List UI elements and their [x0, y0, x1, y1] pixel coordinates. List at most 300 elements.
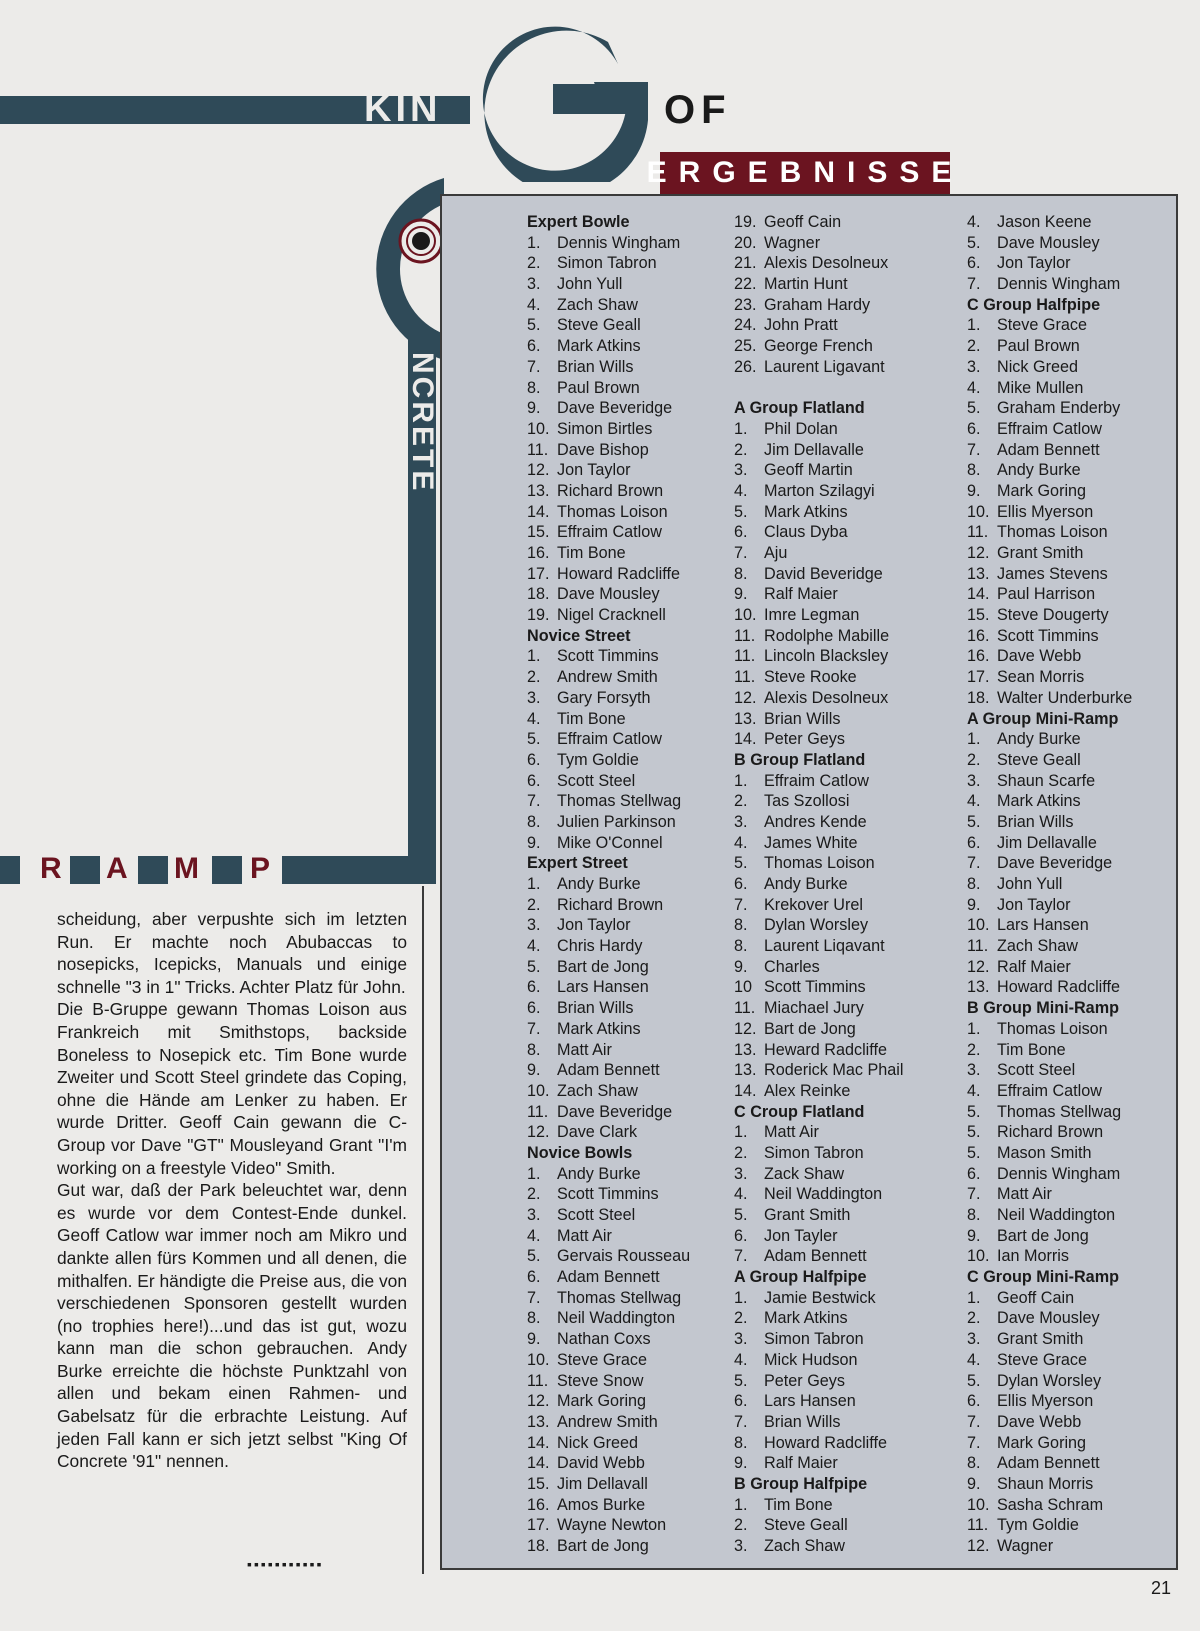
- result-row: [734, 1371, 903, 1392]
- rank-number: 15.: [527, 523, 550, 542]
- result-row: [967, 1391, 1132, 1412]
- result-row: [734, 605, 903, 626]
- result-row: [967, 522, 1132, 543]
- result-row: [734, 1164, 903, 1185]
- rider-name: John Yull: [997, 875, 1063, 893]
- ramp-box: [70, 856, 100, 884]
- rider-name: Bart de Jong: [764, 1019, 856, 1038]
- rider-name: Andy Burke: [997, 730, 1081, 749]
- result-row: [967, 1246, 1132, 1267]
- rider-name: Ralf Maier: [764, 585, 838, 604]
- result-row: [527, 977, 690, 998]
- result-row: [527, 1391, 690, 1412]
- rider-name: Effraim Catlow: [557, 523, 662, 542]
- rider-name: Laurent Ligavant: [764, 357, 885, 376]
- rider-name: Steve Snow: [557, 1371, 644, 1390]
- result-row: [734, 1226, 903, 1247]
- rank-number: 10.: [967, 916, 990, 935]
- rider-name: Dave Beveridge: [557, 399, 673, 418]
- rider-name: Richard Brown: [997, 1123, 1104, 1142]
- result-row: [527, 1495, 690, 1516]
- rank-number: 9.: [967, 895, 981, 914]
- rank-number: 11.: [734, 999, 756, 1018]
- result-row: [734, 1391, 903, 1412]
- rank-number: 11.: [527, 1371, 549, 1390]
- result-row: [967, 646, 1132, 667]
- result-row: [527, 357, 690, 378]
- result-row: [527, 502, 690, 523]
- result-row: [734, 502, 903, 523]
- rank-number: 22.: [734, 275, 757, 294]
- article-paragraph: scheidung, aber verpushte sich im letzten Run. Er machte noch Abubaccas to nosepicks, Icepicks, Manuals und einige schnelle "3 in 1" Tricks. Achter Platz für John.: [57, 909, 407, 997]
- rank-number: 1.: [527, 233, 541, 252]
- rider-name: Zack Shaw: [764, 1164, 845, 1183]
- result-row: [527, 1536, 690, 1557]
- article-paragraph: Gut war, daß der Park beleuchtet war, denn es wurde vor dem Contest-Ende dunkel. Geoff Catlow war immer noch am Mikro und dankte allen fürs Kommen und all denen, die mithalfen. Er händigte die Preise aus, die von verschiedenen Sponsoren gestellt wurden (no trophies here!)...und das ist gut, wozu kann man die schon gebrauchen. Andy Burke erreichte die höchste Punktzahl von allen und bekam einen Rahmen- und Gabelsatz für die erbrachte Leistung. Auf jeden Fall kann er sich jetzt selbst "King Of Concrete '91" nennen.: [57, 1180, 407, 1472]
- rider-name: Andy Burke: [764, 875, 848, 893]
- result-row: [967, 1205, 1132, 1226]
- ramp-heading: [0, 852, 444, 886]
- rank-number: 1.: [967, 730, 981, 749]
- result-row: [734, 1412, 903, 1433]
- rider-name: Thomas Loison: [997, 523, 1108, 542]
- result-row: [967, 1536, 1132, 1557]
- rider-name: Andy Burke: [557, 875, 641, 893]
- rank-number: 8.: [734, 916, 748, 935]
- rank-number: 2.: [527, 254, 541, 273]
- result-row: [734, 481, 903, 502]
- rank-number: 5.: [967, 1371, 981, 1390]
- rank-number: 6.: [967, 833, 981, 852]
- rider-name: Brian Wills: [997, 812, 1074, 831]
- rider-name: Amos Burke: [557, 1495, 646, 1514]
- rank-number: 13.: [967, 564, 990, 583]
- rider-name: Sasha Schram: [997, 1495, 1104, 1514]
- rank-number: 3.: [734, 812, 748, 831]
- category-heading: B Group Halfpipe: [734, 1474, 868, 1493]
- rank-number: 3.: [734, 1537, 748, 1555]
- rider-name: John Pratt: [764, 316, 838, 335]
- rank-number: 13.: [527, 481, 550, 500]
- rider-name: Laurent Liqavant: [764, 937, 885, 956]
- rider-name: Lars Hansen: [557, 978, 649, 997]
- category-heading: B Group Flatland: [734, 750, 866, 769]
- rank-number: 8.: [967, 1454, 981, 1473]
- rider-name: Andrew Smith: [557, 668, 658, 687]
- rider-name: Mark Goring: [997, 1433, 1087, 1452]
- rider-name: Zach Shaw: [557, 1081, 638, 1100]
- result-row: [734, 1040, 903, 1061]
- rider-name: Thomas Loison: [997, 1019, 1108, 1038]
- result-row: [527, 1205, 690, 1226]
- result-row: [527, 688, 690, 709]
- result-row: [527, 440, 690, 461]
- result-row: [967, 812, 1132, 833]
- rider-name: Ralf Maier: [997, 957, 1071, 976]
- rider-name: Charles: [764, 957, 820, 976]
- rider-name: Tas Szollosi: [764, 792, 850, 811]
- rank-number: 3.: [527, 916, 541, 935]
- rider-name: Chris Hardy: [557, 937, 643, 956]
- rank-number: 2.: [967, 750, 981, 769]
- rank-number: 7.: [527, 357, 541, 376]
- rank-number: 10.: [967, 502, 990, 521]
- rank-number: 12.: [967, 957, 990, 976]
- rider-name: Ralf Maier: [764, 1454, 838, 1473]
- rider-name: Dennis Wingham: [557, 233, 681, 252]
- rank-number: 14.: [527, 1454, 550, 1473]
- rider-name: Neil Waddington: [764, 1185, 883, 1204]
- rider-name: Matt Air: [557, 1040, 612, 1059]
- result-row: [527, 564, 690, 585]
- result-row: [967, 791, 1132, 812]
- rank-number: 3.: [967, 771, 981, 790]
- rank-number: 23.: [734, 295, 757, 314]
- result-row: [967, 336, 1132, 357]
- rank-number: 10.: [527, 1350, 550, 1369]
- rank-number: 6.: [527, 771, 541, 790]
- rank-number: 16.: [527, 1495, 550, 1514]
- rider-name: Richard Brown: [557, 481, 664, 500]
- result-row: [734, 667, 903, 688]
- rider-name: Steve Geall: [997, 750, 1081, 769]
- rider-name: Dennis Wingham: [997, 1164, 1121, 1183]
- rider-name: Jason Keene: [997, 213, 1092, 231]
- result-row: [967, 1308, 1132, 1329]
- rank-number: 2.: [734, 1143, 748, 1162]
- result-row: [734, 812, 903, 833]
- rank-number: 11.: [527, 440, 549, 459]
- result-row: [734, 874, 903, 895]
- rank-number: 4.: [734, 481, 748, 500]
- rank-number: 6.: [967, 1392, 981, 1411]
- rank-number: 6.: [734, 875, 748, 893]
- rider-name: Peter Geys: [764, 730, 845, 749]
- rank-number: 7.: [967, 1412, 981, 1431]
- rider-name: Graham Hardy: [764, 295, 871, 314]
- result-row: [734, 646, 903, 667]
- rank-number: 10.: [967, 1247, 990, 1266]
- rider-name: Nathan Coxs: [557, 1330, 651, 1349]
- result-row: [734, 564, 903, 585]
- rider-name: Mark Goring: [557, 1392, 647, 1411]
- rank-number: 2.: [527, 895, 541, 914]
- result-row: [734, 295, 903, 316]
- rank-number: 1.: [527, 647, 541, 666]
- vertical-word: NCRETE: [406, 352, 439, 494]
- result-row: [967, 460, 1132, 481]
- rank-number: 15.: [527, 1474, 550, 1493]
- rider-name: Bart de Jong: [557, 1537, 649, 1555]
- rider-name: Brian Wills: [557, 999, 634, 1018]
- result-row: [734, 315, 903, 336]
- result-row: [734, 212, 903, 233]
- category-heading: Novice Bowls: [527, 1143, 633, 1162]
- rider-name: Roderick Mac Phail: [764, 1061, 904, 1080]
- result-row: [527, 833, 690, 854]
- rider-name: Scott Timmins: [557, 647, 659, 666]
- result-row: [527, 398, 690, 419]
- results-column-3: [967, 212, 1132, 1557]
- result-row: [527, 1019, 690, 1040]
- rider-name: Mike Mullen: [997, 378, 1084, 397]
- result-row: [967, 1164, 1132, 1185]
- rank-number: 3.: [527, 1206, 541, 1224]
- result-row: [967, 398, 1132, 419]
- rank-number: 1.: [967, 316, 981, 335]
- rank-number: 11.: [734, 626, 756, 645]
- result-row: [734, 543, 903, 564]
- result-row: [734, 1350, 903, 1371]
- result-row: [734, 1536, 903, 1557]
- rank-number: 13.: [734, 1061, 757, 1080]
- rank-number: 1.: [734, 1495, 748, 1514]
- rider-name: Claus Dyba: [764, 523, 848, 542]
- rider-name: Wayne Newton: [557, 1516, 667, 1535]
- rank-number: 2.: [967, 1040, 981, 1059]
- rider-name: Krekover Urel: [764, 895, 863, 914]
- result-row: [734, 1122, 903, 1143]
- rider-name: Effraim Catlow: [997, 1081, 1102, 1100]
- rider-name: Geoff Cain: [997, 1288, 1075, 1307]
- rider-name: Howard Radcliffe: [997, 978, 1120, 997]
- rider-name: Howard Radcliffe: [557, 564, 680, 583]
- rank-number: 5.: [734, 854, 748, 873]
- result-row: [734, 1060, 903, 1081]
- rank-number: 10: [734, 978, 753, 997]
- rider-name: Steve Grace: [997, 316, 1087, 335]
- rank-number: 1.: [527, 875, 541, 893]
- result-row: [527, 709, 690, 730]
- rank-number: 6.: [967, 419, 981, 438]
- rider-name: Andrew Smith: [557, 1412, 658, 1431]
- result-row: [967, 1433, 1132, 1454]
- rider-name: Thomas Stellwag: [557, 792, 682, 811]
- result-row: [967, 253, 1132, 274]
- rider-name: Graham Enderby: [997, 399, 1121, 418]
- result-row: [527, 1474, 690, 1495]
- rank-number: 8.: [527, 812, 541, 831]
- rider-name: Dave Webb: [997, 1412, 1082, 1431]
- rider-name: Rodolphe Mabille: [764, 626, 890, 645]
- rider-name: Mike O'Connel: [557, 833, 663, 852]
- rank-number: 14.: [734, 1081, 757, 1100]
- result-row: [734, 357, 903, 378]
- result-row: [734, 1143, 903, 1164]
- rider-name: Nick Greed: [997, 357, 1078, 376]
- rider-name: Matt Air: [557, 1226, 612, 1245]
- rider-name: Martin Hunt: [764, 275, 848, 294]
- rank-number: 18.: [527, 585, 550, 604]
- rank-number: 5.: [527, 957, 541, 976]
- result-row: [527, 1453, 690, 1474]
- rider-name: Matt Air: [764, 1123, 819, 1142]
- result-row: [527, 1040, 690, 1061]
- rider-name: Andy Burke: [557, 1164, 641, 1183]
- rank-number: 10.: [734, 606, 757, 625]
- rider-name: Tim Bone: [557, 709, 626, 728]
- rank-number: 8.: [967, 461, 981, 480]
- rank-number: 19.: [527, 606, 550, 625]
- rider-name: Tym Goldie: [997, 1516, 1079, 1535]
- rider-name: Scott Steel: [557, 771, 636, 790]
- rank-number: 15.: [967, 606, 990, 625]
- rider-name: Jon Taylor: [997, 254, 1071, 273]
- rank-number: 16.: [967, 626, 990, 645]
- result-row: [527, 915, 690, 936]
- rank-number: 14.: [967, 585, 990, 604]
- rank-number: 1.: [734, 771, 748, 790]
- result-row: [527, 1288, 690, 1309]
- rider-name: Scott Timmins: [997, 626, 1099, 645]
- rider-name: Mark Goring: [997, 481, 1087, 500]
- rider-name: Andres Kende: [764, 812, 867, 831]
- result-row: [967, 212, 1132, 233]
- result-row: [967, 315, 1132, 336]
- result-row: [734, 1495, 903, 1516]
- rank-number: 12.: [734, 688, 757, 707]
- rank-number: 3.: [734, 1164, 748, 1183]
- rank-number: 10.: [527, 419, 550, 438]
- rank-number: 4.: [527, 709, 541, 728]
- rank-number: 8.: [527, 1040, 541, 1059]
- rank-number: 1.: [527, 1164, 541, 1183]
- result-row: [734, 936, 903, 957]
- rider-name: Geoff Martin: [764, 461, 853, 480]
- result-row: [527, 957, 690, 978]
- rider-name: Adam Bennett: [764, 1247, 867, 1266]
- rank-number: 5.: [967, 399, 981, 418]
- rider-name: Adam Bennett: [997, 440, 1100, 459]
- rank-number: 1.: [967, 1019, 981, 1038]
- rider-name: Grant Smith: [997, 544, 1084, 562]
- result-row: [734, 998, 903, 1019]
- rider-name: Dylan Worsley: [997, 1371, 1102, 1390]
- result-row: [967, 1122, 1132, 1143]
- rider-name: Jon Taylor: [557, 916, 631, 935]
- rider-name: Heward Radcliffe: [764, 1040, 887, 1059]
- rank-number: 9.: [527, 1330, 541, 1349]
- rank-number: 17.: [527, 1516, 550, 1535]
- rider-name: Geoff Cain: [764, 213, 842, 231]
- result-row: [527, 1308, 690, 1329]
- rank-number: 3.: [967, 1061, 981, 1080]
- rank-number: 24.: [734, 316, 757, 335]
- result-row: [967, 688, 1132, 709]
- rank-number: 12.: [527, 1123, 550, 1142]
- rank-number: 13.: [527, 1412, 550, 1431]
- category-heading: A Group Flatland: [734, 399, 865, 418]
- result-row: [527, 791, 690, 812]
- result-row: [527, 1122, 690, 1143]
- rider-name: Scott Timmins: [764, 978, 866, 997]
- rider-name: Effraim Catlow: [557, 730, 662, 749]
- result-row: [527, 522, 690, 543]
- rider-name: Alex Reinke: [764, 1081, 851, 1100]
- rider-name: James White: [764, 833, 858, 852]
- rider-name: Jim Dellavalle: [764, 440, 864, 459]
- result-row: [967, 1226, 1132, 1247]
- result-row: [734, 915, 903, 936]
- rank-number: 8.: [527, 378, 541, 397]
- rank-number: 2.: [734, 1309, 748, 1328]
- rank-number: 3.: [527, 688, 541, 707]
- rider-name: Scott Steel: [997, 1061, 1076, 1080]
- result-row: [734, 460, 903, 481]
- rank-number: 11.: [967, 1516, 989, 1535]
- result-row: [527, 874, 690, 895]
- rider-name: Simon Tabron: [764, 1330, 864, 1349]
- result-row: [967, 1040, 1132, 1061]
- ramp-letter-a: A: [106, 852, 128, 885]
- result-row: [527, 1433, 690, 1454]
- rank-number: 2.: [967, 337, 981, 356]
- result-row: [967, 357, 1132, 378]
- result-row: [734, 833, 903, 854]
- ramp-box: [0, 856, 20, 884]
- result-row: [734, 895, 903, 916]
- rank-number: 13.: [967, 978, 990, 997]
- rank-number: 13.: [734, 1040, 757, 1059]
- result-row: [967, 874, 1132, 895]
- result-row: [527, 771, 690, 792]
- rider-name: Lincoln Blacksley: [764, 647, 889, 666]
- result-row: [967, 378, 1132, 399]
- rider-name: Dave Mousley: [997, 1309, 1100, 1328]
- rank-number: 11.: [734, 647, 756, 666]
- rank-number: 11.: [967, 523, 989, 542]
- rider-name: David Beveridge: [764, 564, 883, 583]
- category-heading: C Group Halfpipe: [967, 295, 1101, 314]
- rider-name: Aju: [764, 544, 788, 562]
- rank-number: 7.: [967, 275, 981, 294]
- rider-name: Alexis Desolneux: [764, 254, 889, 273]
- result-row: [967, 895, 1132, 916]
- rank-number: 1.: [734, 1288, 748, 1307]
- result-row: [734, 977, 903, 998]
- rank-number: 6.: [527, 999, 541, 1018]
- result-row: [527, 1515, 690, 1536]
- rank-number: 20.: [734, 233, 757, 252]
- rider-name: Tim Bone: [557, 544, 626, 562]
- rider-name: Brian Wills: [764, 1412, 841, 1431]
- result-row: [527, 729, 690, 750]
- result-row: [967, 833, 1132, 854]
- result-row: [967, 543, 1132, 564]
- rank-number: 14.: [527, 1433, 550, 1452]
- result-row: [734, 771, 903, 792]
- result-row: [734, 1329, 903, 1350]
- rider-name: Bart de Jong: [557, 957, 649, 976]
- rank-number: 21.: [734, 254, 757, 273]
- rank-number: 10.: [527, 1081, 550, 1100]
- rank-number: 8.: [734, 937, 748, 956]
- rider-name: Dave Mousley: [557, 585, 660, 604]
- rider-name: Mark Atkins: [764, 1309, 848, 1328]
- rank-number: 5.: [967, 1143, 981, 1162]
- rank-number: 3.: [967, 357, 981, 376]
- rider-name: Steve Geall: [764, 1516, 848, 1535]
- rider-name: Scott Steel: [557, 1206, 636, 1224]
- result-row: [967, 1515, 1132, 1536]
- rank-number: 5.: [734, 502, 748, 521]
- spacer-row: [734, 378, 903, 399]
- rider-name: Tim Bone: [764, 1495, 833, 1514]
- result-row: [967, 605, 1132, 626]
- rank-number: 6.: [734, 1392, 748, 1411]
- rider-name: Gervais Rousseau: [557, 1247, 691, 1266]
- rider-name: Jim Dellavalle: [997, 833, 1097, 852]
